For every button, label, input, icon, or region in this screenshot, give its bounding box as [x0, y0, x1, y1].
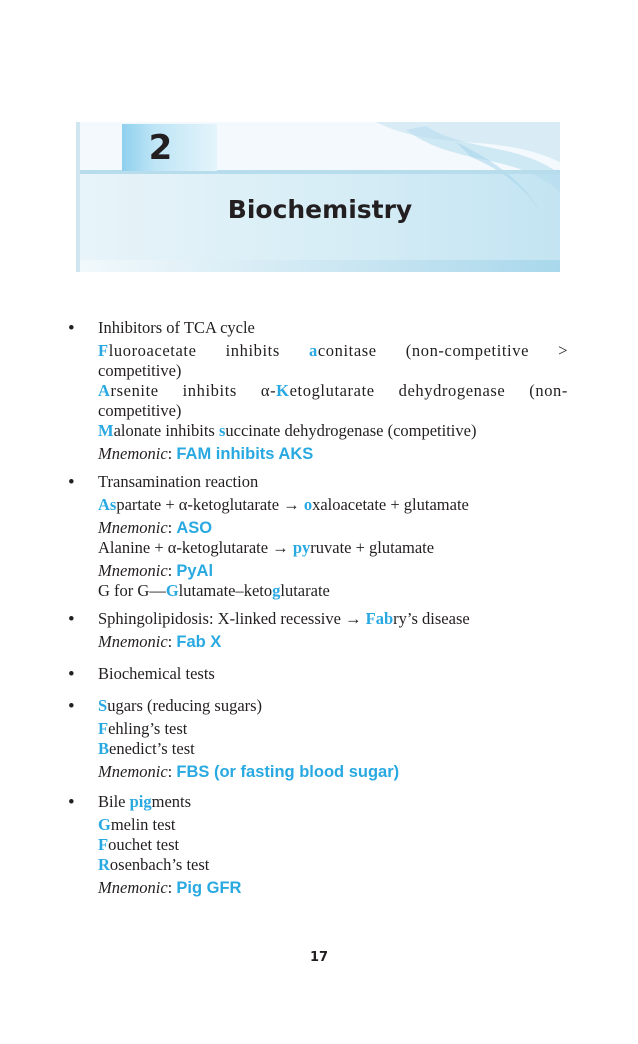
list-item-sphingolipidosis	[68, 609, 568, 652]
page-number: 17	[309, 950, 329, 965]
item-heading: Sphingolipidosis: X-linked recessive → Fabry’s disease	[98, 609, 470, 628]
item-heading: Bile pigments	[98, 792, 192, 811]
list-item-bile-pigments	[68, 792, 568, 898]
list-item-transamination	[68, 472, 568, 601]
test-line: Fehling’s test	[98, 719, 188, 738]
test-line: Fouchet test	[98, 835, 180, 854]
tca-line-3: Malonate inhibits succinate dehydrogenase (competitive)	[98, 421, 477, 440]
item-heading: Transamination reaction	[98, 472, 259, 491]
item-heading: Biochemical tests	[98, 664, 215, 683]
mnemonic: Mnemonic: FAM inhibits AKS	[98, 444, 314, 463]
reaction-1: Aspartate + α-ketoglutarate → oxaloacetate + glutamate	[98, 495, 469, 514]
tca-line-1: Fluoroacetate inhibits aconitase (non-competitive >	[98, 341, 569, 360]
list-item-tca	[68, 318, 568, 464]
test-line: Benedict’s test	[98, 739, 195, 758]
item-heading: Inhibitors of TCA cycle	[98, 318, 255, 337]
mnemonic: Mnemonic: FBS (or fasting blood sugar)	[98, 762, 400, 781]
bullet: •	[68, 792, 75, 813]
page-content	[68, 318, 568, 904]
tca-line-1-cont: competitive)	[98, 361, 182, 380]
reaction-2: Alanine + α-ketoglutarate → pyruvate + glutamate	[98, 538, 435, 557]
mnemonic: Mnemonic: Fab X	[98, 632, 222, 651]
bullet: •	[68, 472, 75, 493]
mnemonic: Mnemonic: PyAl	[98, 561, 214, 580]
tca-line-2: Arsenite inhibits α-Ketoglutarate dehydrogenase (non-	[98, 381, 568, 400]
bullet: •	[68, 609, 75, 630]
test-line: Gmelin test	[98, 815, 176, 834]
mnemonic: Mnemonic: Pig GFR	[98, 878, 242, 897]
tca-line-2-cont: competitive)	[98, 401, 182, 420]
chapter-number-tab	[122, 124, 217, 171]
bullet: •	[68, 696, 75, 717]
chapter-number: 2	[148, 127, 173, 168]
list-item-sugars	[68, 696, 568, 782]
reaction-3: G for G—Glutamate–ketoglutarate	[98, 581, 330, 600]
list-item-biochemical-tests	[68, 664, 568, 684]
item-heading: Sugars (reducing sugars)	[98, 696, 263, 715]
bullet: •	[68, 318, 75, 339]
test-line: Rosenbach’s test	[98, 855, 210, 874]
mnemonic: Mnemonic: ASO	[98, 518, 213, 537]
chapter-title: Biochemistry	[227, 195, 413, 224]
bullet: •	[68, 664, 75, 685]
